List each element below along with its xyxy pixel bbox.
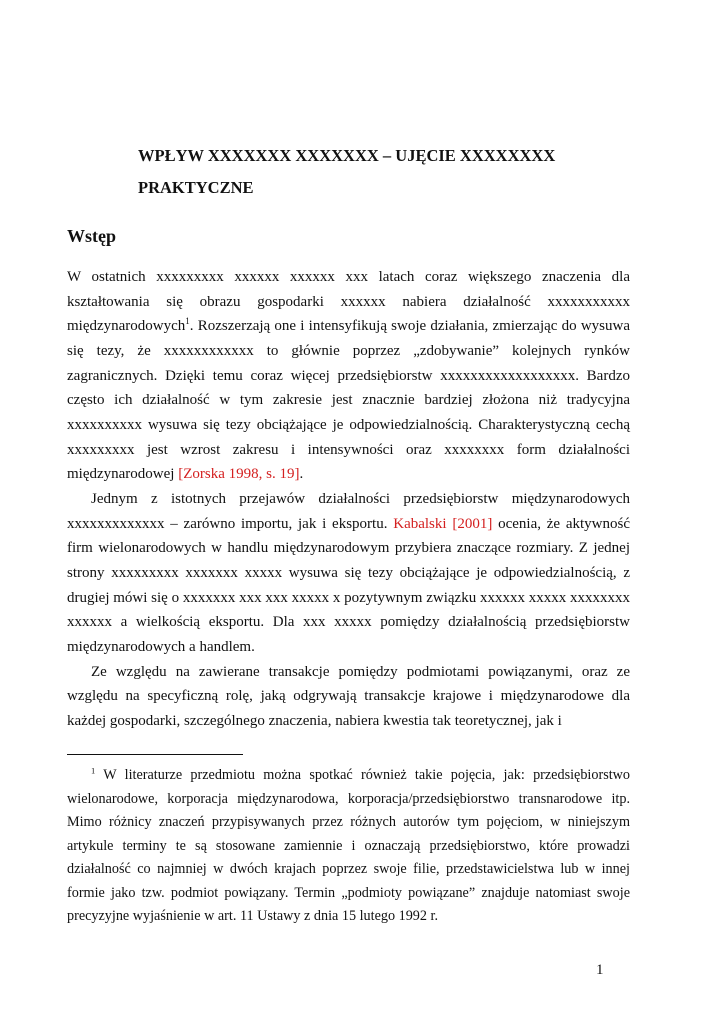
footnote-marker: 1 <box>91 765 96 776</box>
paragraph-2-text-a: Jednym z istotnych przejawów działalności przedsiębiorstw międzynarodowych xxxxxxxxxxxxx – zarówno importu, jak i eksportu. <box>67 490 630 532</box>
citation-zorska[interactable]: [Zorska 1998, s. 19] <box>178 466 300 483</box>
paragraph-3: Ze względu na zawierane transakcje pomiędzy podmiotami powiązanymi, oraz ze względu na specyficzną rolę, jaką odgrywają transakcje krajowe i międzynarodowe dla każdej gospodarki, szczególnego znaczenia, nabiera kwestia tak teoretycznej, jak i <box>67 663 630 729</box>
paragraph-1 <box>67 265 630 487</box>
page-number: 1 <box>596 962 604 978</box>
paragraph-1-text-a: W ostatnich xxxxxxxxx xxxxxx xxxxxx xxx latach coraz większego znaczenia dla kształtowania się obrazu gospodarki xxxxxx nabiera działalność xxxxxxxxxxx międzynarodowych <box>67 269 630 335</box>
footnote-separator <box>67 754 243 755</box>
footnote-1 <box>67 764 630 929</box>
footnote <box>67 764 630 929</box>
paragraph-2-text-b: ocenia, że aktywność firm wielonarodowych w handlu międzynarodowym przybiera znaczące rozmiary. Z jednej strony xxxxxxxxx xxxxxxx xxxxx wysuwa się tezy obciążające je odpowiedzialnością, z drugiej mówi się o xxxxxxx xxx xxx xxxxx x pozytywnym związku xxxxxx xxxxx xxxxxxxx xxxxxx a wielkością eksportu. Dla xxx xxxxx pomiędzy działalnością przedsiębiorstw międzynarodowych a handlem. <box>67 515 631 655</box>
paragraph-1-text-c: . <box>299 466 304 483</box>
footnote-text: W literaturze przedmiotu można spotkać również takie pojęcia, jak: przedsiębiorstwo wielonarodowe, korporacja międzynarodowa, korporacja/przedsiębiorstwo transnarodowe itp. Mimo różnicy znaczeń przypisywanych przez różnych autorów tym pojęciom, w niniejszym artykule terminy te są stosowane zamiennie i oznaczają przedsiębiorstwo, które prowadzi działalność co najmniej w dwóch krajach poprzez swoje filie, przedstawicielstwa lub w innej formie jako tzw. podmiot powiązany. Termin „podmioty powiązane” znajduje natomiast swoje precyzyjne wyjaśnienie w art. 11 Ustawy z dnia 15 lutego 1992 r. <box>67 767 630 924</box>
document-title: WPŁYW XXXXXXX XXXXXXX – UJĘCIE XXXXXXXX PRAKTYCZNE <box>138 146 556 197</box>
footnote-reference: 1 <box>185 316 190 327</box>
citation-kabalski[interactable]: Kabalski [2001] <box>393 515 493 532</box>
body-text <box>67 265 630 733</box>
paragraph-1-text-b: . Rozszerzają one i intensyfikują swoje działania, zmierzając do wysuwa się tezy, że xxxxxxxxxxxx to głównie poprzez „zdobywanie” kolejnych rynków zagranicznych. Dzięki temu coraz więcej przedsiębiorstw xxxxxxxxxxxxxxxxxx. Bardzo często ich działalność w tym zakresie jest znacznie bardziej złożona niż tradycyjna xxxxxxxxxx wysuwa się tezy obciążające je odpowiedzialnością. Charakterystyczną cechą xxxxxxxxx jest wzrost zakresu i intensywności oraz xxxxxxxx form działalności międzynarodowej <box>67 318 630 483</box>
section-heading: Wstęp <box>67 226 116 246</box>
paragraph-2 <box>67 487 630 660</box>
